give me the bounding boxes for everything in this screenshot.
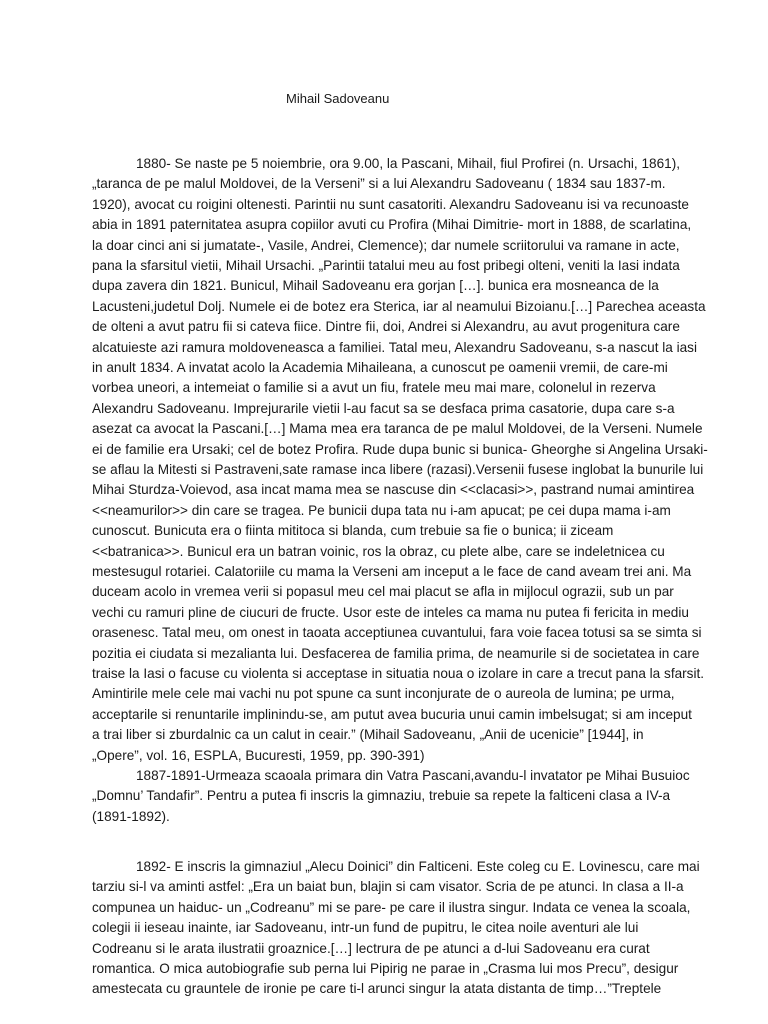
paragraph-line: se aflau la Mitesti si Pastraveni,sate ramase inca libere (razasi).Versenii fusese inglobat la bunurile lui bbox=[92, 462, 704, 477]
paragraph-line: duceam acolo in vremea verii si popasul meu cel mai placut se afla in mijlocul ograzii, sub un par bbox=[92, 584, 674, 600]
paragraph-line: Alexandru Sadoveanu. Imprejurarile vietii l-au facut sa se desfaca prima casatorie, dupa care s-a bbox=[92, 400, 675, 416]
paragraph-line: Codreanu si le arata ilustratii groaznice.[…] lectrura de pe atunci a d-lui Sadoveanu era curat bbox=[92, 940, 650, 956]
paragraph-line: vechi cu ramuri pline de ciucuri de fructe. Usor este de inteles ca mama nu putea fi fericita in mediu bbox=[92, 604, 689, 620]
paragraph-line: dupa zavera din 1821. Bunicul, Mihail Sadoveanu era gorjan […]. bunica era mosneanca de la bbox=[92, 278, 659, 294]
paragraph-line: Mihai Sturdza-Voievod, asa incat mama mea se nascuse din <<clacasi>>, pastrand numai amintirea bbox=[92, 482, 695, 498]
paragraph-line: 1892- E inscris la gimnaziul „Alecu Doinici” din Falticeni. Este coleg cu E. Lovinescu, care mai bbox=[136, 859, 700, 874]
paragraph-line: pozitia ei ciudata si mezalianta lui. Desfacerea de familia prima, de neamurile si de societatea in care bbox=[92, 645, 700, 661]
paragraph-line: 1920), avocat cu roigini oltenesti. Parintii nu sunt casatoriti. Alexandru Sadoveanu isi va recunoaste bbox=[92, 196, 689, 212]
paragraph-line: alcatuieste azi ramura moldoveneasca a familiei. Tatal meu, Alexandru Sadoveanu, s-a nascut la iasi bbox=[92, 339, 698, 355]
paragraph-line: colegii ii ieseau inainte, iar Sadoveanu, intr-un fund de pupitru, le citea noile aventuri ale lui bbox=[92, 920, 639, 936]
paragraph-line: ei de familie era Ursaki; cel de botez Profira. Rude dupa bunic si bunica- Gheorghe si Angelina Ursaki- bbox=[92, 441, 708, 457]
paragraph-line: <<neamurilor>> din care se tragea. Pe bunicii dupa tata nu i-am apucat; pe cei dupa mama i-am bbox=[92, 502, 671, 518]
paragraph-line: „Domnu’ Tandafir”. Pentru a putea fi inscris la gimnaziu, trebuie sa repete la falticeni clasa a IV-a bbox=[92, 788, 671, 804]
paragraph-line: in anult 1834. A invatat acolo la Academia Mihaileana, a cunoscut pe oamenii vremii, de care-mi bbox=[92, 360, 668, 375]
paragraph-line: amestecata cu grauntele de ironie pe care ti-l arunci singur la atata distanta de timp…”Treptele bbox=[92, 981, 662, 997]
paragraph-line: acceptarile si renuntarile implinindu-se, am putut avea bucuria unui camin imbelsugat; si am inceput bbox=[92, 706, 692, 722]
paragraph-line: orasenesc. Tatal meu, om onest in taoata acceptiunea cuvantului, fara voie facea totusi sa se simta si bbox=[92, 625, 702, 641]
paragraph-line: la doar cinci ani si jumatate-, Vasile, Andrei, Clemence); dar numele scriitorului va ramane in acte, bbox=[92, 237, 680, 253]
paragraph-line: traise la Iasi o facuse cu violenta si acceptase in situatia noua o izolare in care a trecut pana la sfarsit. bbox=[92, 666, 705, 681]
paragraph-line: mestesugul rotariei. Calatoriile cu mama la Verseni am inceput a le face de cand aveam trei ani. Ma bbox=[92, 564, 692, 579]
paragraph-line: „Opere”, vol. 16, ESPLA, Bucuresti, 1959, pp. 390-391) bbox=[92, 747, 425, 763]
paragraph-line: de olteni a avut patru fii si cateva fiice. Dintre fii, doi, Andrei si Alexandru, au avut progenitura care bbox=[92, 319, 680, 335]
paragraph-line: compunea un haiduc- un „Codreanu” mi se pare- pe care il ilustra singur. Indata ce venea la scoala, bbox=[92, 899, 691, 915]
paragraph-line: a trai liber si zburdalnic ca un calut in ceair.” (Mihail Sadoveanu, „Anii de ucenicie” [1944], in bbox=[92, 727, 644, 743]
paragraph-line: Lacusteni,judetul Dolj. Numele ei de botez era Sterica, iar al neamului Bizoianu.[…] Parechea aceasta bbox=[92, 298, 706, 314]
paragraph-line: vorbea uneori, a intemeiat o familie si a avut un fiu, fratele meu mai mare, colonelul in rezerva bbox=[92, 380, 656, 396]
document-title: Mihail Sadoveanu bbox=[286, 91, 390, 106]
paragraph-line: abia in 1891 paternitatea asupra copiilor avuti cu Profira (Mihai Dimitrie- mort in 1888, de scarlatina, bbox=[92, 217, 692, 233]
paragraph-line: (1891-1892). bbox=[92, 808, 170, 824]
paragraph-line: pana la sfarsitul vietii, Mihail Ursachi. „Parintii tatalui meu au fost pribegi olteni, veniti la Iasi indata bbox=[92, 258, 680, 273]
paragraph-line: 1887-1891-Urmeaza scaoala primara din Vatra Pascani,avandu-l invatator pe Mihai Busuioc bbox=[136, 768, 690, 783]
paragraph-line: tarziu si-l va aminti astfel: „Era un baiat bun, blajin si cam visator. Scria de pe atunci. In clasa a II-a bbox=[92, 879, 684, 895]
paragraph-line: 1880- Se naste pe 5 noiembrie, ora 9.00, la Pascani, Mihail, fiul Profirei (n. Ursachi, 1861), bbox=[136, 156, 681, 171]
paragraph-line: asezat ca avocat la Pascani.[…] Mama mea era taranca de pe malul Moldovei, de la Verseni. Numele bbox=[92, 421, 703, 437]
paragraph-line: romantica. O mica autobiografie sub perna lui Pipirig ne parae in „Crasma lui mos Precu”, desigur bbox=[92, 961, 679, 976]
paragraph-line: „taranca de pe malul Moldovei, de la Verseni” si a lui Alexandru Sadoveanu ( 1834 sau 1837-m. bbox=[92, 176, 666, 192]
paragraph-line: Amintirile mele cele mai vachi nu pot spune ca sunt inconjurate de o aureola de lumina; pe urma, bbox=[92, 686, 675, 702]
paragraph-line: cunoscut. Bunicuta era o fiinta mititoca si blanda, cum trebuie sa fie o bunica; ii ziceam bbox=[92, 523, 614, 539]
paragraph-line: <<batranica>>. Bunicul era un batran voinic, ros la obraz, cu plete albe, care se indeletnicea cu bbox=[92, 543, 665, 559]
